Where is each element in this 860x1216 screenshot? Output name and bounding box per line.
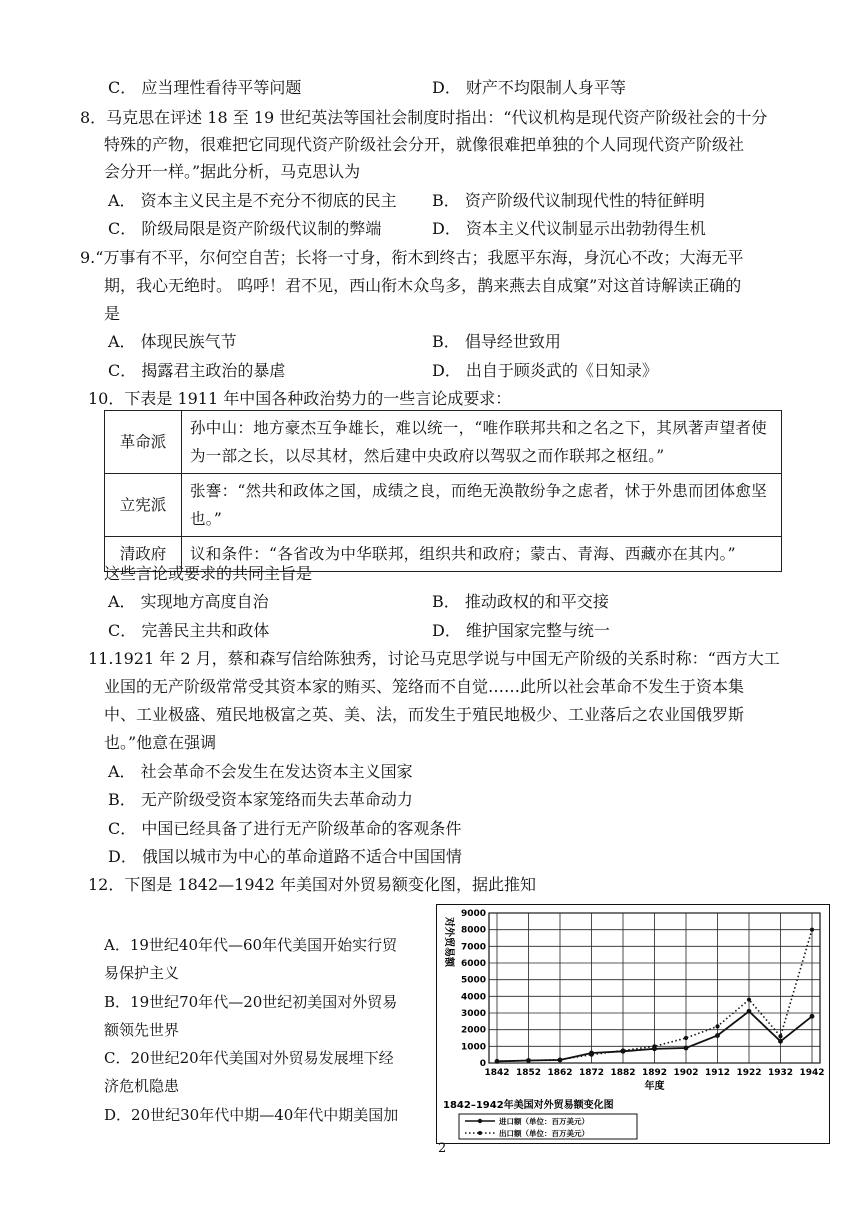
data-point-import (810, 1014, 815, 1019)
x-tick-label: 1892 (641, 1068, 668, 1078)
q11-option-d: D． 俄国以城市为中心的革命道路不适合中国国情 (108, 847, 462, 866)
y-tick-label: 0 (479, 1059, 486, 1069)
q9-option-c: C． 揭露君主政治的暴虐 (108, 361, 286, 380)
data-point-export (715, 1024, 719, 1028)
q9-option-b: B． 倡导经世致用 (432, 332, 561, 351)
q8-stem-line2: 特殊的产物，很难把它同现代资产阶级社会分开，就像很难把单独的个人同现代资产阶级社 (104, 135, 745, 154)
q10-option-c: C． 完善民主共和政体 (108, 621, 270, 640)
q9-stem-line3: 是 (104, 304, 121, 323)
q11-stem-line2: 业国的无产阶级常常受其资本家的贿买、笼络而不自觉……此所以社会革命不发生于资本集 (104, 677, 745, 696)
x-tick-label: 1852 (515, 1068, 542, 1078)
x-tick-label: 1912 (704, 1068, 731, 1078)
q12-option-a-line1: A．19世纪40年代—60年代美国开始实行贸 (104, 936, 398, 954)
q7-option-d: D． 财产不均限制人身平等 (432, 78, 626, 97)
q12-option-b-line1: B．19世纪70年代—20世纪初美国对外贸易 (104, 993, 398, 1011)
page-number: 2 (438, 1141, 447, 1156)
table-cell-party: 革命派 (105, 411, 182, 474)
data-point-export (778, 1034, 782, 1038)
table-cell-quote: 孙中山：地方豪杰互争雄长，难以统一，“唯作联邦共和之名之下，其夙著声望者使为一部之长，以尽其材，然后建中央政府以驾驭之而作联邦之枢纽。” (182, 411, 782, 474)
q8-option-a: A． 资本主义民主是不充分不彻底的民主 (108, 191, 397, 210)
data-point-export (621, 1048, 625, 1052)
q11-stem-line4: 也。”他意在强调 (104, 733, 217, 752)
data-point-export (558, 1058, 562, 1062)
x-tick-label: 1872 (578, 1068, 605, 1078)
data-point-import (778, 1039, 783, 1044)
y-tick-label: 8000 (460, 925, 486, 936)
trade-chart (436, 904, 830, 1144)
q12-option-c-line1: C．20世纪20年代美国对外贸易发展埋下经 (104, 1049, 394, 1067)
q11-stem-line1: 11.1921 年 2 月，蔡和森写信给陈独秀，讨论马克思学说与中国无产阶级的关系时称：“西方大工 (88, 649, 780, 668)
y-tick-label: 7000 (460, 942, 486, 953)
q10-option-a: A． 实现地方高度自治 (108, 592, 269, 611)
x-tick-label: 1862 (547, 1068, 573, 1078)
q9-option-a: A． 体现民族气节 (108, 332, 237, 351)
q11-option-a: A． 社会革命不会发生在发达资本主义国家 (108, 762, 413, 781)
q12-option-a-line2: 易保护主义 (104, 964, 180, 982)
q11-option-c: C． 中国已经具备了进行无产阶级革命的客观条件 (108, 819, 462, 838)
q8-option-c: C． 阶级局限是资产阶级代议制的弊端 (108, 219, 382, 238)
data-point-export (684, 1036, 688, 1040)
q12-stem: 12．下图是 1842—1942 年美国对外贸易额变化图，据此推知 (88, 875, 536, 894)
y-tick-label: 4000 (460, 992, 486, 1003)
y-tick-label: 6000 (460, 959, 486, 969)
q10-question: 这些言论或要求的共同主旨是 (104, 564, 313, 583)
q9-stem-line1: 9.“万事有不平，尔何空自苦；长将一寸身，衔木到终古；我愿平东海，身沉心不改；大海无平 (80, 248, 744, 267)
q9-option-d: D． 出自于顾炎武的《日知录》 (432, 361, 658, 380)
q9-stem-line2: 期，我心无绝时。 呜呼！君不见，西山衔木众鸟多，鹊来燕去自成窠”对这首诗解读正确的 (104, 276, 742, 295)
data-point-import (684, 1046, 689, 1051)
trade-chart-svg (437, 905, 828, 1142)
table-cell-quote: 议和条件：“各省改为中华联邦，组织共和政府；蒙古、青海、西藏亦在其内。” (182, 537, 782, 572)
x-tick-label: 1902 (673, 1068, 699, 1078)
q7-option-c: C． 应当理性看待平等问题 (108, 78, 302, 97)
data-point-export (526, 1058, 530, 1062)
y-tick-label: 9000 (460, 909, 486, 919)
q10-table (104, 410, 782, 572)
table-row (105, 411, 782, 474)
table-cell-party: 立宪派 (105, 474, 182, 537)
x-tick-label: 1932 (767, 1068, 794, 1078)
y-tick-label: 1000 (460, 1042, 486, 1053)
legend-entry-import: 进口额（单位：百万美元） (499, 1117, 589, 1126)
legend-marker-import (478, 1119, 482, 1123)
q12-option-b-line2: 额领先世界 (104, 1021, 180, 1039)
x-tick-label: 1922 (736, 1068, 762, 1078)
table-cell-party: 清政府 (105, 537, 182, 572)
data-point-export (589, 1053, 593, 1057)
q8-stem-line3: 会分开一样。”据此分析，马克思认为 (104, 162, 361, 181)
data-point-export (810, 928, 814, 932)
q12-option-c-line2: 济危机隐患 (104, 1077, 180, 1095)
table-row (105, 474, 782, 537)
legend-marker-export (478, 1131, 482, 1135)
x-tick-label: 1882 (610, 1068, 636, 1078)
legend-entry-export: 出口额（单位：百万美元） (499, 1129, 589, 1138)
q11-option-b: B． 无产阶级受资本家笼络而失去革命动力 (108, 790, 413, 809)
y-tick-label: 5000 (460, 975, 486, 986)
q8-option-d: D． 资本主义代议制显示出勃勃得生机 (432, 219, 706, 238)
data-point-import (715, 1033, 720, 1038)
x-tick-label: 1942 (799, 1068, 825, 1078)
q10-option-d: D． 维护国家完整与统一 (432, 621, 610, 640)
data-point-export (652, 1044, 656, 1048)
q8-option-b: B． 资产阶级代议制现代性的特征鲜明 (432, 191, 705, 210)
q11-stem-line3: 中、工业极盛、殖民地极富之英、美、法，而发生于殖民地极少、工业落后之农业国俄罗斯 (104, 705, 745, 724)
chart-title: 1842–1942年美国对外贸易额变化图 (443, 1100, 614, 1111)
chart-x-axis-label: 年度 (644, 1081, 665, 1092)
q10-stem: 10．下表是 1911 年中国各种政治势力的一些言论成要求： (88, 389, 512, 408)
table-cell-quote: 张謇：“然共和政体之国，成绩之良，而绝无涣散纷争之虑者，怵于外患而团体愈坚也。” (182, 474, 782, 537)
chart-y-axis-label: 对外贸易额 (443, 917, 454, 967)
x-tick-label: 1842 (484, 1068, 510, 1078)
data-point-export (495, 1059, 499, 1063)
data-point-export (747, 998, 751, 1002)
q12-option-d-line1: D．20世纪30年代中期—40年代中期美国加 (104, 1106, 399, 1124)
y-tick-label: 2000 (460, 1025, 486, 1036)
y-tick-label: 3000 (460, 1009, 486, 1019)
data-point-import (747, 1009, 752, 1014)
q8-stem-line1: 8．马克思在评述 18 至 19 世纪英法等国社会制度时指出：“代议机构是现代资产阶级社会的十分 (80, 108, 768, 127)
q10-option-b: B． 推动政权的和平交接 (432, 592, 609, 611)
